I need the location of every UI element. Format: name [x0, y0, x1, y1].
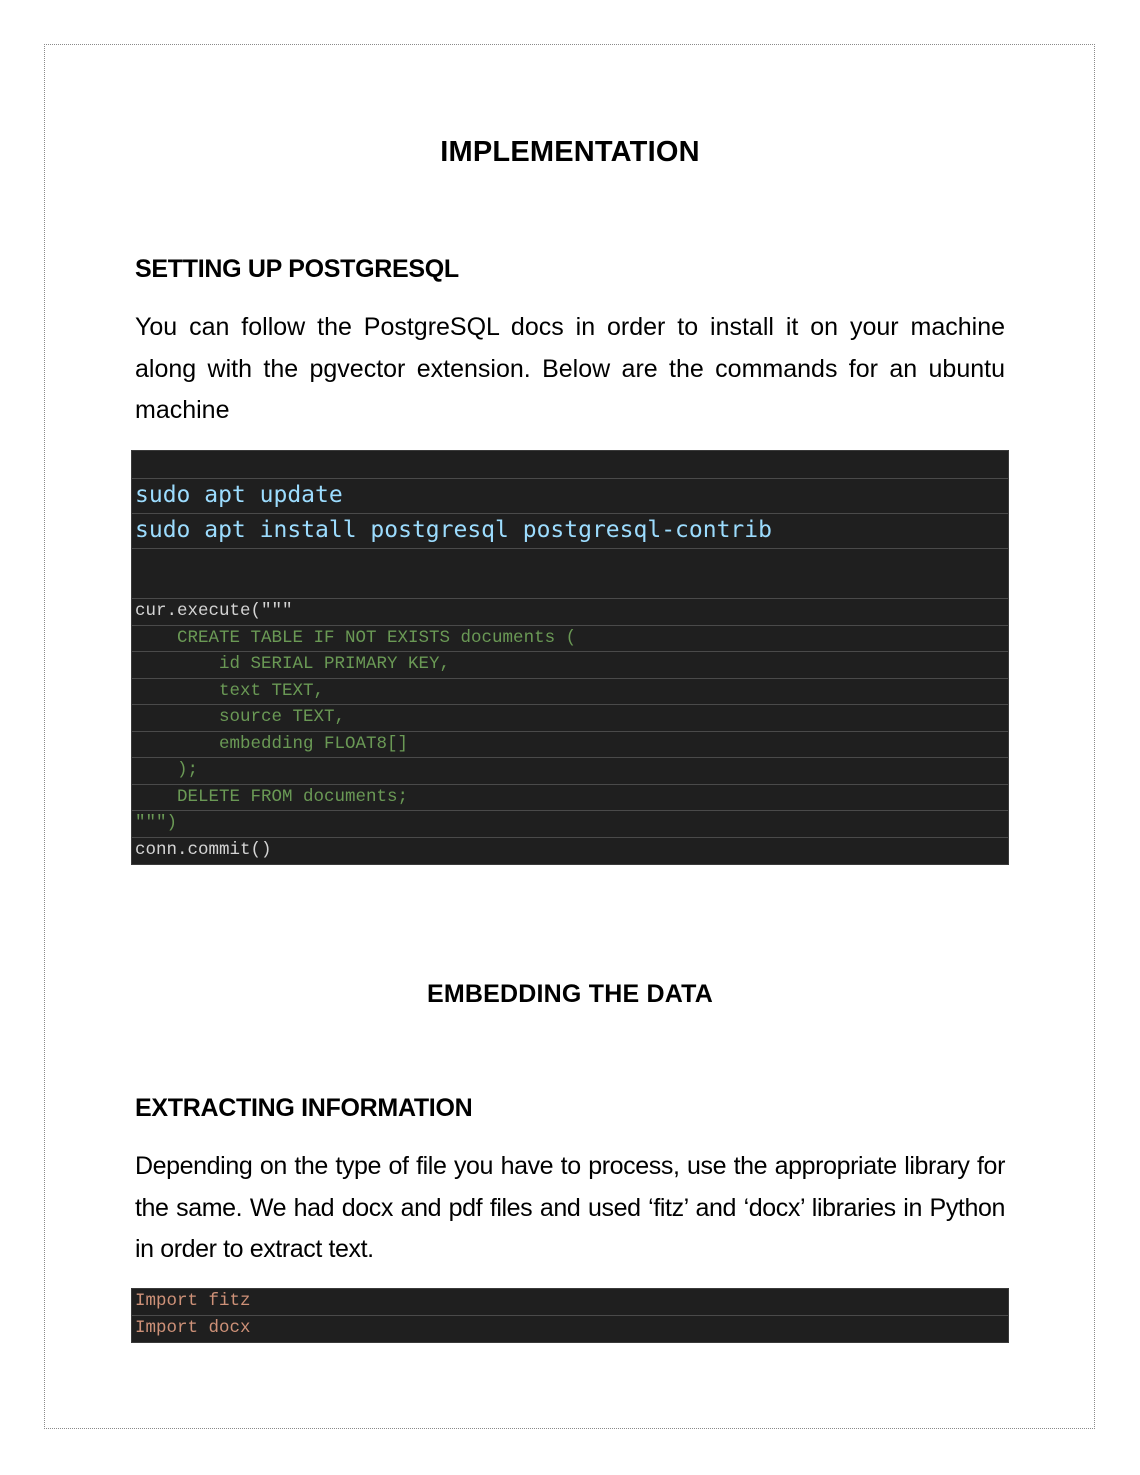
code-line — [132, 451, 1008, 479]
code-block-imports — [131, 1288, 1009, 1343]
code-line: conn.commit() — [135, 839, 272, 860]
code-line: cur.execute(""" — [132, 599, 1008, 626]
code-line: text TEXT, — [132, 679, 1008, 706]
code-line: source TEXT, — [132, 705, 1008, 732]
section-heading-extracting-information: EXTRACTING INFORMATION — [135, 1094, 473, 1122]
code-line: """) — [132, 811, 1008, 838]
code-line: ); — [132, 758, 1008, 785]
code-line: id SERIAL PRIMARY KEY, — [132, 652, 1008, 679]
code-line: sudo apt update — [132, 479, 1008, 514]
section-heading-setting-up-postgresql: SETTING UP POSTGRESQL — [135, 255, 459, 283]
section-paragraph-setting-up: You can follow the PostgreSQL docs in order to install it on your machine along with the pgvector extension. Below are the commands for an ubuntu machine — [135, 313, 1005, 424]
section-paragraph-extracting: Depending on the type of file you have to process, use the appropriate library for the same. We had docx and pdf files and used ‘fitz’ and ‘docx’ libraries in Python in order to extract text. — [135, 1152, 1005, 1263]
code-line: Import docx — [135, 1317, 251, 1338]
code-line: embedding FLOAT8[] — [132, 732, 1008, 759]
code-line: sudo apt install postgresql postgresql-contrib — [132, 514, 1008, 549]
code-line: CREATE TABLE IF NOT EXISTS documents ( — [132, 626, 1008, 653]
code-line — [132, 549, 1008, 599]
code-line: Import fitz — [132, 1289, 1008, 1316]
page-title: IMPLEMENTATION — [440, 136, 700, 168]
code-block-install — [131, 450, 1009, 865]
code-line: DELETE FROM documents; — [132, 785, 1008, 812]
section-title-embedding-the-data: EMBEDDING THE DATA — [427, 980, 713, 1008]
